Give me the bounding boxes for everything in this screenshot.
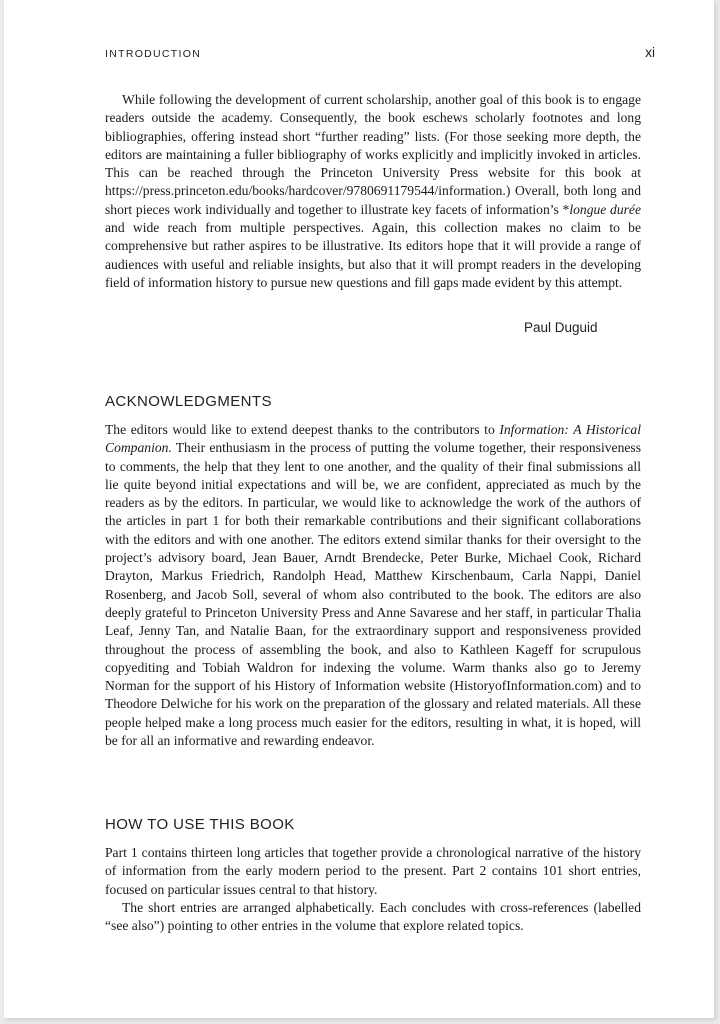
intro-paragraph-end: and wide reach from multiple perspectives. Again, this collection makes no claim to be comprehensive but rather aspires to be illustrative. Its editors hope that it will provide a range of audiences with useful and reliable insights, but also that it will prompt readers in the developing field of information history to pursue new questions and fill gaps made evident by this attempt. bbox=[105, 220, 641, 290]
book-title: Information: A Historical Companion. bbox=[105, 422, 642, 456]
acknowledgments-section bbox=[105, 421, 641, 750]
acknowledgments-text-start: The editors would like to extend deepest thanks to the contributors to bbox=[105, 422, 500, 437]
intro-paragraph-text: While following the development of current scholarship, another goal of this book is to engage readers outside the academy. Consequently, the book eschews scholarly footnotes and long bibliographies, offering instead short “further reading” lists. (For those seeking more depth, the editors are maintaining a fuller bibliography of works explicitly and implicitly invoked in articles. This can be reached through the Princeton University Press website for this book at https://press.princeton.edu/books/hardcover/9780691179544/information.) Overall, both long and short pieces work individually and together to illustrate key facets of information’s * bbox=[105, 92, 641, 217]
intro-italic-term: longue durée bbox=[569, 201, 641, 217]
how-to-use-section bbox=[105, 844, 641, 935]
acknowledgments-text-end: Their enthusiasm in the process of putting the volume together, their responsiveness to comments, the help that they lent to one another, and the quality of their final submissions all lie quite beyond initial expectations and will be, we are confident, appreciated as much by the readers as by the editors. In particular, we would like to acknowledge the work of the authors of the articles in part 1 for both their remarkable contributions and their significant collaborations with the editors and with one another. The editors extend similar thanks for their oversight to the project’s advisory board, Jean Bauer, Arndt Brendecke, Peter Burke, Michael Cook, Richard Drayton, Markus Friedrich, Randolph Head, Matthew Kirschenbaum, Carla Nappi, Daniel Rosenberg, and Jacob Soll, several of whom also contributed to the book. The editors are also deeply grateful to Princeton University Press and Anne Savarese and her staff, in particular Thalia Leaf, Jenny Tan, and Natalie Baan, for the extraordinary support and responsiveness provided throughout the process of assembling the book, and also to Kathleen Kageff for scrupulous copyediting and Tobiah Waldron for indexing the volume. Warm thanks also go to Jeremy Norman for the support of his History of Information website (HistoryofInformation.com) and to Theodore Delwiche for his work on the preparation of the glossary and related materials. All these people helped make a long process much easier for the editors, resulting in what, it is hoped, will be for all an informative and rewarding endeavor. bbox=[105, 440, 641, 749]
author-signature: Paul Duguid bbox=[524, 320, 598, 335]
how-to-use-heading: HOW TO USE THIS BOOK bbox=[105, 816, 295, 833]
how-to-use-paragraph-2: The short entries are arranged alphabetically. Each concludes with cross-references (labelled “see also”) pointing to other entries in the volume that explore related topics. bbox=[105, 899, 641, 934]
intro-paragraph bbox=[105, 91, 641, 292]
how-to-use-paragraph-1: Part 1 contains thirteen long articles that together provide a chronological narrative of the history of information from the early modern period to the present. Part 2 contains 101 short entries, focused on particular issues central to that history. bbox=[105, 845, 641, 897]
running-head-section: INTRODUCTION bbox=[105, 48, 202, 60]
acknowledgments-heading: ACKNOWLEDGMENTS bbox=[105, 393, 272, 410]
running-head bbox=[105, 46, 655, 64]
acknowledgments-paragraph bbox=[105, 421, 641, 750]
page-number: xi bbox=[645, 45, 655, 60]
introduction-closing-section bbox=[105, 91, 641, 292]
book-page bbox=[4, 0, 714, 1018]
